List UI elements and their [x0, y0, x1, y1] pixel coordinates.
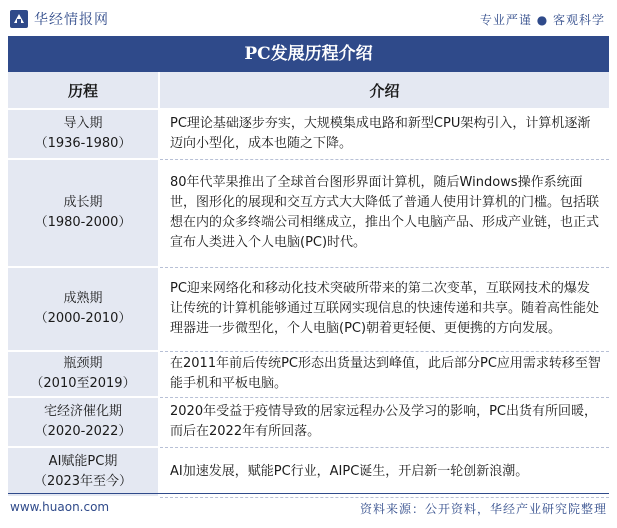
phase-description: AI加速发展，赋能PC行业，AIPC诞生，开启新一轮创新浪潮。: [159, 447, 609, 497]
source-note: 资料来源：公开资料，华经产业研究院整理: [359, 502, 607, 516]
header-intro: 介绍: [159, 72, 609, 109]
phase-cell: [8, 109, 159, 159]
phase-cell: [8, 351, 159, 397]
huajing-logo-icon: [10, 10, 28, 28]
page-title: PC发展历程介绍: [8, 36, 609, 72]
table-row: [8, 351, 609, 397]
phase-cell: [8, 397, 159, 447]
phase-description: PC迎来网络化和移动化技术突破所带来的第二次变革，互联网技术的爆发让传统的计算机能够通过互联网实现信息的快速传递和共享。随着高性能处理器进一步微型化，个人电脑(PC)朝着更轻便、更便携的方向发展。: [159, 267, 609, 351]
slogan: 专业严谨 ● 客观科学: [479, 13, 605, 27]
brand-name: 华经情报网: [34, 12, 109, 28]
table-row: [8, 159, 609, 267]
phase-cell: [8, 447, 159, 497]
table-row: [8, 447, 609, 497]
phase-description: 2020年受益于疫情导致的居家远程办公及学习的影响，PC出货有所回暖，而后在2022年有所回落。: [159, 397, 609, 447]
pc-history-table: [8, 72, 609, 498]
phase-name: 瓶颈期: [63, 356, 103, 371]
phase-cell: [8, 267, 159, 351]
phase-period: （2023年至今）: [33, 474, 133, 489]
phase-name: 成熟期: [63, 291, 103, 306]
brand: [10, 9, 109, 29]
table-header-row: [8, 72, 609, 109]
header-phase: 历程: [8, 72, 159, 109]
phase-description: 在2011年前后传统PC形态出货量达到峰值，此后部分PC应用需求转移至智能手机和平板电脑。: [159, 351, 609, 397]
phase-name: 宅经济催化期: [43, 404, 122, 419]
table-row: [8, 397, 609, 447]
footer-divider: [8, 493, 609, 494]
phase-description: PC理论基础逐步夯实，大规模集成电路和新型CPU架构引入，计算机逐渐迈向小型化，成本也随之下降。: [159, 109, 609, 159]
phase-cell: [8, 159, 159, 267]
phase-name: 成长期: [63, 195, 103, 210]
phase-period: （1980-2000）: [34, 215, 132, 230]
phase-period: （2000-2010）: [34, 311, 132, 326]
top-bar: [0, 0, 617, 36]
phase-name: AI赋能PC期: [48, 454, 118, 469]
table-row: [8, 267, 609, 351]
phase-name: 导入期: [63, 116, 103, 131]
phase-period: （2010至2019）: [30, 376, 136, 391]
website-link[interactable]: www.huaon.com: [10, 500, 110, 514]
table-row: [8, 109, 609, 159]
phase-period: （2020-2022）: [34, 424, 132, 439]
phase-period: （1936-1980）: [34, 136, 132, 151]
phase-description: 80年代苹果推出了全球首台图形界面计算机，随后Windows操作系统面世，图形化的展现和交互方式大大降低了普通人使用计算机的门槛。包括联想在内的众多终端公司相继成立，推出个人电脑产品、形成产业链，也正式宣布人类进入个人电脑(PC)时代。: [159, 159, 609, 267]
